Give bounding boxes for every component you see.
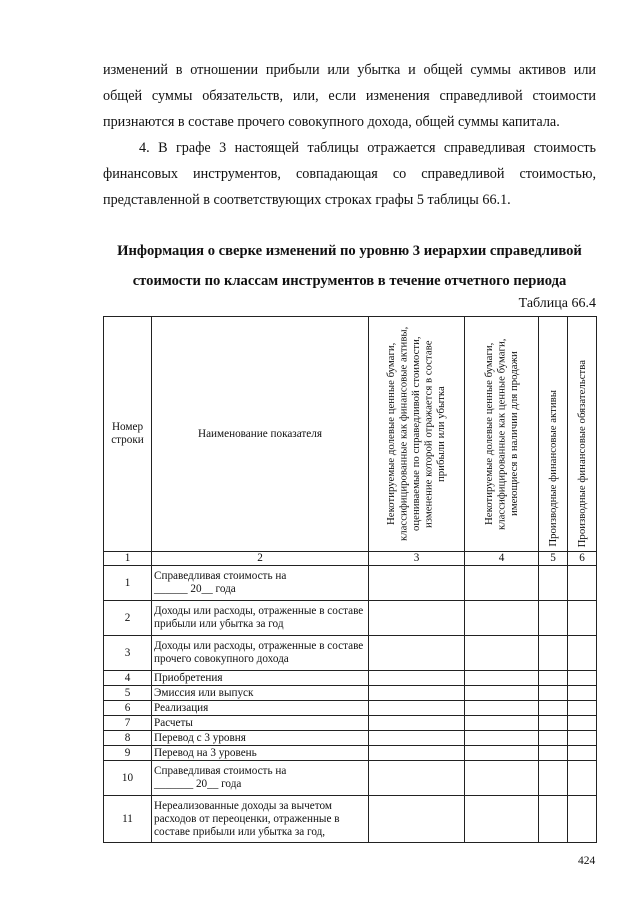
- column-number: 3: [369, 552, 465, 566]
- header-col3-text: Некотируемые долевые ценные бумаги, классифицированные как финансовые активы, оцениваемые по справедливой стоимости, изменение которой отражается в составе прибыли или убытка: [385, 326, 448, 542]
- row-number: 4: [104, 671, 152, 686]
- value-cell: [465, 566, 539, 601]
- value-cell: [465, 746, 539, 761]
- paragraph-item-4: 4. В графе 3 настоящей таблицы отражается справедливая стоимость финансовых инструментов, совпадающая со справедливой стоимостью, представленной в соответствующих строках графы 5 таблицы 66.1.: [103, 140, 596, 208]
- value-cell: [539, 566, 568, 601]
- table-row: [104, 636, 597, 671]
- table-row: [104, 566, 597, 601]
- value-cell: [568, 716, 597, 731]
- row-number: 8: [104, 731, 152, 746]
- row-name: Реализация: [152, 701, 369, 716]
- row-number: 5: [104, 686, 152, 701]
- value-cell: [539, 636, 568, 671]
- table-caption: Таблица 66.4: [518, 296, 596, 311]
- value-cell: [369, 716, 465, 731]
- paragraph-continuation: изменений в отношении прибыли или убытка и общей суммы активов или общей суммы обязательств, или, если изменения справедливой стоимости признаются в составе прочего совокупного дохода, общей суммы капитала.: [103, 62, 596, 130]
- value-cell: [369, 731, 465, 746]
- row-number: 2: [104, 601, 152, 636]
- value-cell: [568, 636, 597, 671]
- reconciliation-table: [103, 316, 597, 843]
- value-cell: [465, 636, 539, 671]
- value-cell: [568, 701, 597, 716]
- value-cell: [568, 796, 597, 843]
- header-col5-text: Производные финансовые активы: [546, 390, 559, 547]
- column-number: 5: [539, 552, 568, 566]
- header-row-number: Номер строки: [104, 317, 152, 552]
- table-heading: Информация о сверке изменений по уровню 3 иерархии справедливой стоимости по классам инструментов в течение отчетного периода: [117, 243, 582, 289]
- value-cell: [568, 686, 597, 701]
- row-number: 3: [104, 636, 152, 671]
- value-cell: [465, 731, 539, 746]
- value-cell: [369, 701, 465, 716]
- header-col4: [465, 317, 539, 552]
- table-row: [104, 701, 597, 716]
- value-cell: [465, 686, 539, 701]
- header-col4-text: Некотируемые долевые ценные бумаги, классифицированные как ценные бумаги, имеющиеся в наличии для продажи: [482, 338, 520, 530]
- row-name: Нереализованные доходы за вычетом расходов от переоценки, отраженные в составе прибыли или убытка за год,: [152, 796, 369, 843]
- table-row: [104, 686, 597, 701]
- value-cell: [369, 566, 465, 601]
- row-name: Справедливая стоимость на _______ 20__ года: [152, 761, 369, 796]
- row-number: 11: [104, 796, 152, 843]
- value-cell: [369, 686, 465, 701]
- table-row: [104, 746, 597, 761]
- table-row: [104, 716, 597, 731]
- value-cell: [568, 671, 597, 686]
- value-cell: [465, 671, 539, 686]
- value-cell: [568, 761, 597, 796]
- header-col6: [568, 317, 597, 552]
- value-cell: [369, 796, 465, 843]
- value-cell: [465, 716, 539, 731]
- value-cell: [369, 761, 465, 796]
- value-cell: [465, 601, 539, 636]
- value-cell: [539, 731, 568, 746]
- column-number: 6: [568, 552, 597, 566]
- value-cell: [539, 686, 568, 701]
- header-col6-text: Производные финансовые обязательства: [575, 359, 588, 547]
- value-cell: [465, 796, 539, 843]
- value-cell: [539, 716, 568, 731]
- table-row: [104, 761, 597, 796]
- page-number: 424: [578, 855, 596, 867]
- row-name: Перевод на 3 уровень: [152, 746, 369, 761]
- value-cell: [465, 701, 539, 716]
- value-cell: [568, 746, 597, 761]
- value-cell: [568, 731, 597, 746]
- value-cell: [369, 636, 465, 671]
- row-number: 10: [104, 761, 152, 796]
- row-name: Доходы или расходы, отраженные в составе прибыли или убытка за год: [152, 601, 369, 636]
- header-col3: [369, 317, 465, 552]
- column-number-row: [104, 552, 597, 566]
- value-cell: [465, 761, 539, 796]
- table-row: [104, 731, 597, 746]
- row-number: 9: [104, 746, 152, 761]
- column-number: 4: [465, 552, 539, 566]
- row-name: Доходы или расходы, отраженные в составе прочего совокупного дохода: [152, 636, 369, 671]
- table-row: [104, 601, 597, 636]
- header-indicator-name: Наименование показателя: [152, 317, 369, 552]
- row-name: Расчеты: [152, 716, 369, 731]
- value-cell: [568, 601, 597, 636]
- value-cell: [539, 796, 568, 843]
- value-cell: [369, 601, 465, 636]
- row-name: Справедливая стоимость на ______ 20__ года: [152, 566, 369, 601]
- row-number: 7: [104, 716, 152, 731]
- value-cell: [539, 746, 568, 761]
- row-name: Эмиссия или выпуск: [152, 686, 369, 701]
- value-cell: [369, 746, 465, 761]
- header-col5: [539, 317, 568, 552]
- value-cell: [539, 671, 568, 686]
- row-name: Перевод с 3 уровня: [152, 731, 369, 746]
- value-cell: [539, 701, 568, 716]
- table-header-row: [104, 317, 597, 552]
- column-number: 1: [104, 552, 152, 566]
- table-row: [104, 671, 597, 686]
- row-name: Приобретения: [152, 671, 369, 686]
- row-number: 6: [104, 701, 152, 716]
- value-cell: [539, 761, 568, 796]
- column-number: 2: [152, 552, 369, 566]
- table-row: [104, 796, 597, 843]
- value-cell: [568, 566, 597, 601]
- row-number: 1: [104, 566, 152, 601]
- value-cell: [539, 601, 568, 636]
- value-cell: [369, 671, 465, 686]
